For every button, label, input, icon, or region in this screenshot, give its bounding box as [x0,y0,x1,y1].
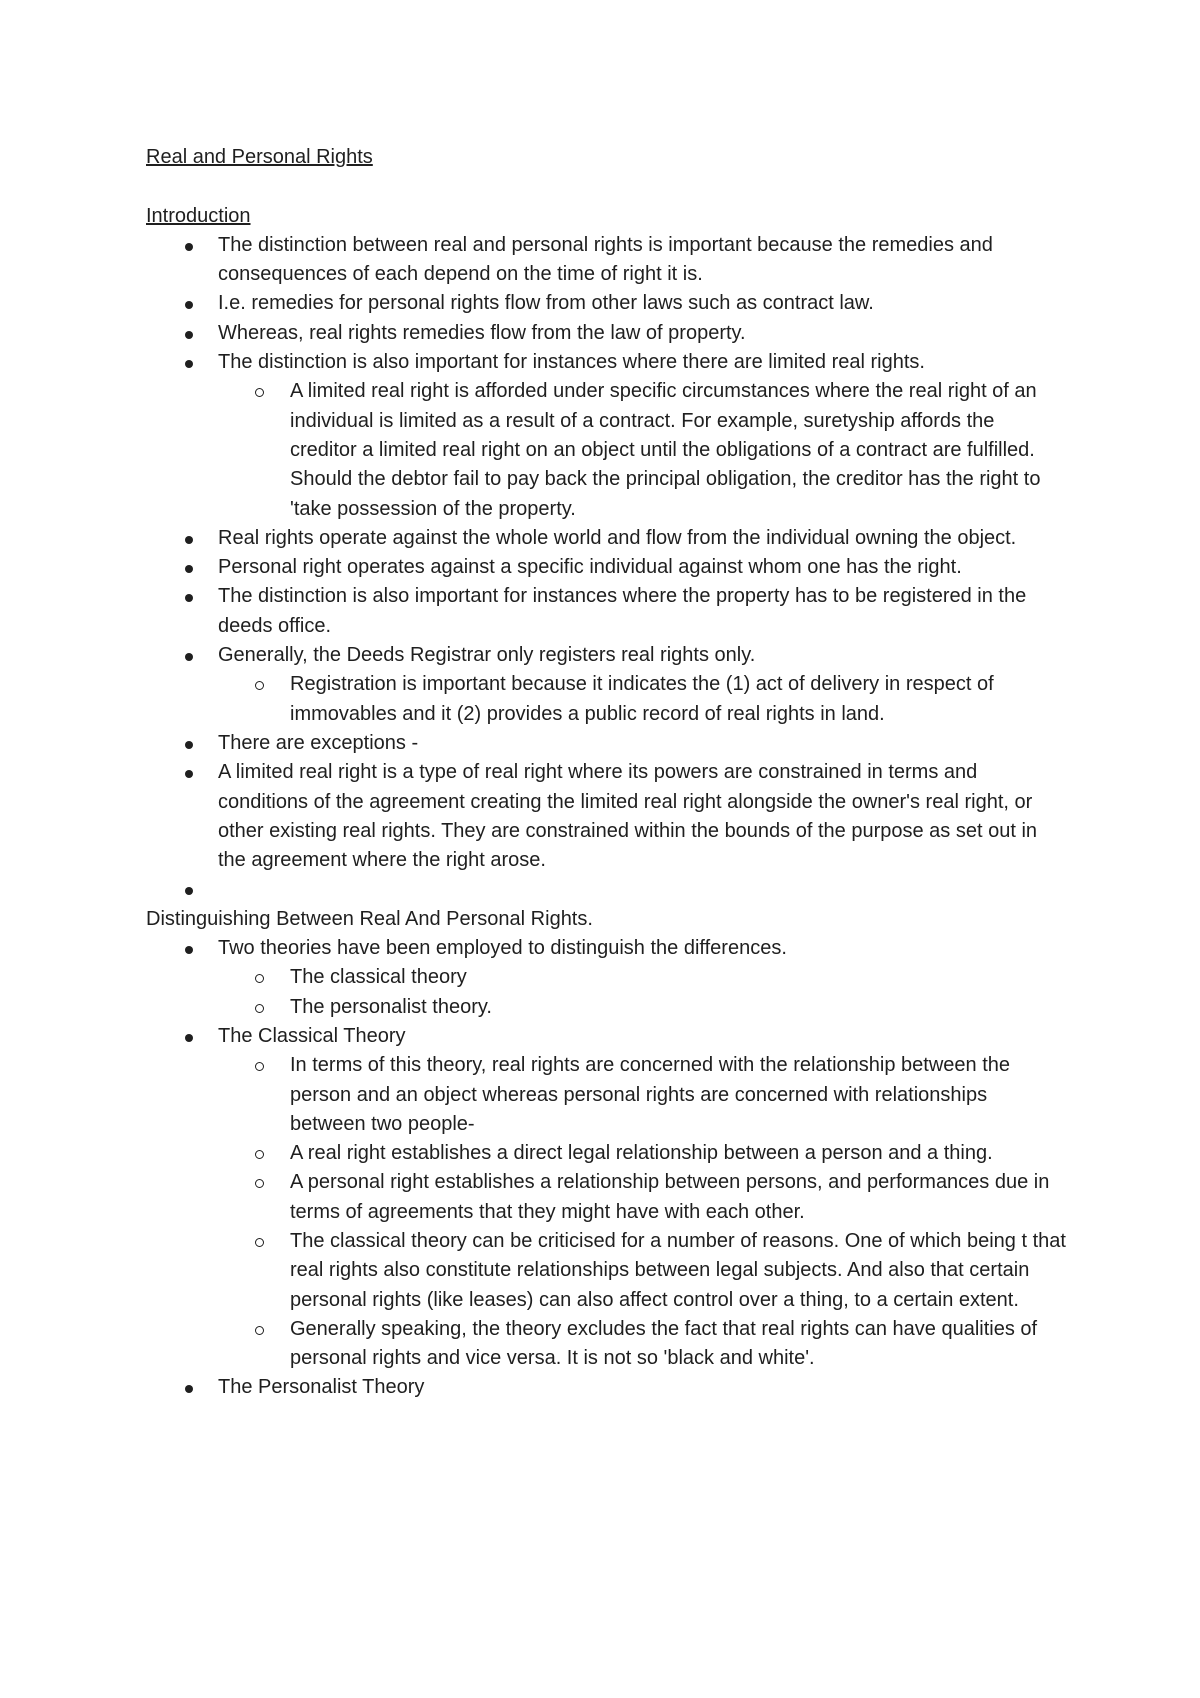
list-item-text: I.e. remedies for personal rights flow from other laws such as contract law. [218,292,874,315]
list-item [146,1022,1066,1374]
sub-list-item-text: The classical theory [290,966,467,989]
introduction-list [146,231,1066,905]
bullet-icon [185,536,193,544]
hollow-bullet-icon [255,1179,264,1188]
list-item-text: Personal right operates against a specific individual against whom one has the right. [218,556,962,579]
distinguishing-list [146,934,1066,1403]
sub-list-item [218,1139,1066,1168]
section-heading-introduction: Introduction [146,204,251,227]
list-item-text: Real rights operate against the whole world and flow from the individual owning the object. [218,526,1017,549]
bullet-icon [185,243,193,251]
bullet-icon [185,946,193,954]
list-item [146,1373,1066,1402]
bullet-icon [185,653,193,661]
sub-list-item [218,670,1066,729]
bullet-icon [185,741,193,749]
bullet-icon [185,565,193,573]
hollow-bullet-icon [255,1004,264,1013]
sub-list [146,377,1066,523]
sub-list [146,670,1066,729]
list-item [146,934,1066,1022]
bullet-icon [185,331,193,339]
document-page [146,143,1066,1403]
list-item [146,289,1066,318]
list-item [146,348,1066,524]
bullet-icon [185,770,193,778]
list-item-text: The distinction is also important for instances where there are limited real rights. [218,351,925,374]
sub-list-item [218,377,1066,523]
list-item [146,582,1066,641]
sub-list-item-text: The classical theory can be criticised for a number of reasons. One of which being t that real rights also constitute relationships between legal subjects. And also that certain personal rights (like leases) can also affect control over a thing, to a certain extent. [290,1229,1066,1311]
bullet-icon [185,360,193,368]
sub-list-item-text: The personalist theory. [290,995,492,1018]
list-item-text: Two theories have been employed to distinguish the differences. [218,937,787,960]
hollow-bullet-icon [255,388,264,397]
list-item-text: A limited real right is a type of real right where its powers are constrained in terms and conditions of the agreement creating the limited real right alongside the owner's real right, or other existing real rights. They are constrained within the bounds of the purpose as set out in the agreement where the right arose. [218,761,1038,872]
bullet-icon [185,1034,193,1042]
hollow-bullet-icon [255,1150,264,1159]
empty-list-item [146,875,1066,904]
list-item-text: Whereas, real rights remedies flow from the law of property. [218,321,746,344]
sub-list-item-text: A personal right establishes a relationship between persons, and performances due in terms of agreements that they might have with each other. [290,1171,1050,1223]
list-item-text: The Classical Theory [218,1024,406,1047]
sub-list-item [218,993,1066,1022]
list-item-text: The Personalist Theory [218,1376,425,1399]
bullet-icon [185,301,193,309]
hollow-bullet-icon [255,974,264,983]
bullet-icon [185,887,193,895]
hollow-bullet-icon [255,681,264,690]
list-item-text: Generally, the Deeds Registrar only registers real rights only. [218,644,756,667]
list-item-text: The distinction is also important for instances where the property has to be registered in the deeds office. [218,585,1027,637]
sub-list-item [218,1168,1066,1227]
bullet-icon [185,1385,193,1393]
list-item [146,231,1066,290]
sub-list-item-text: Registration is important because it indicates the (1) act of delivery in respect of immovables and it (2) provides a public record of real rights in land. [290,673,994,725]
list-item [146,729,1066,758]
sub-list-item [218,1227,1066,1315]
sub-list-item [218,963,1066,992]
list-item [146,758,1066,875]
list-item-text: The distinction between real and personal rights is important because the remedies and consequences of each depend on the time of right it is. [218,233,993,286]
sub-list-item-text: In terms of this theory, real rights are concerned with the relationship between the person and an object whereas personal rights are concerned with relationships between two people- [290,1054,1011,1135]
list-item [146,319,1066,348]
list-item [146,524,1066,553]
sub-list-item-text: Generally speaking, the theory excludes the fact that real rights can have qualities of personal rights and vice versa. It is not so 'black and white'. [290,1317,1038,1370]
sub-list [146,1051,1066,1373]
hollow-bullet-icon [255,1326,264,1335]
sub-list [146,963,1066,1022]
list-item [146,553,1066,582]
section-heading-distinguishing: Distinguishing Between Real And Personal Rights. [146,907,593,930]
document-title: Real and Personal Rights [146,146,373,168]
bullet-icon [185,594,193,602]
hollow-bullet-icon [255,1238,264,1247]
sub-list-item [218,1315,1066,1374]
list-item [146,641,1066,729]
sub-list-item-text: A real right establishes a direct legal relationship between a person and a thing. [290,1142,993,1165]
sub-list-item-text: A limited real right is afforded under specific circumstances where the real right of an individual is limited as a result of a contract. For example, suretyship affords the creditor a limited real right on an object until the obligations of a contract are fulfilled. Should the debtor fail to pay back the principal obligation, the creditor has the right to 'take possession of the property. [290,380,1041,520]
sub-list-item [218,1051,1066,1139]
list-item-text: There are exceptions - [218,731,419,754]
hollow-bullet-icon [255,1062,264,1071]
